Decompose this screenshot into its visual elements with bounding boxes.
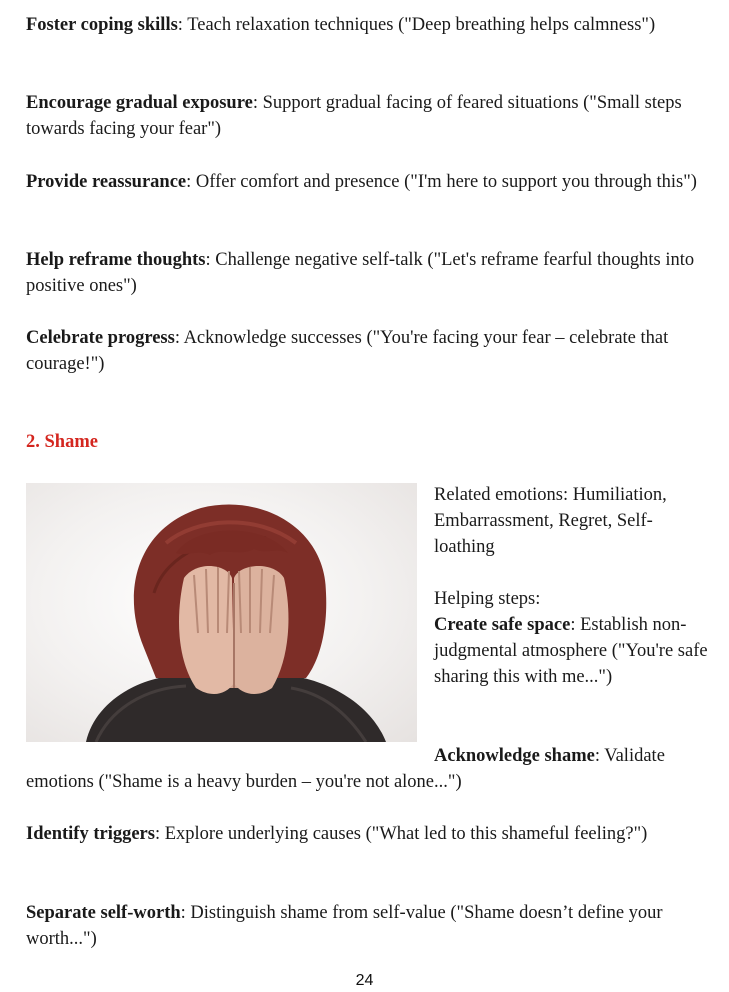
fear-item-reframe (26, 247, 716, 299)
item-text: : Acknowledge successes ("You're facing your fear – celebrate that courage!") (26, 328, 669, 374)
item-label: Help reframe thoughts (26, 250, 206, 270)
section-heading: 2. Shame (26, 432, 98, 452)
helping-steps-label: Helping steps: (434, 589, 541, 609)
item-text: : Challenge negative self-talk ("Let's reframe fearful thoughts into positive ones") (26, 250, 695, 296)
item-text: : Teach relaxation techniques ("Deep breathing helps calmness") (177, 15, 656, 35)
shame-item-triggers (26, 821, 716, 847)
item-label: Identify triggers (26, 824, 155, 844)
related-emotions: Related emotions: Humiliation, Embarrassment, Regret, Self-loathing (434, 485, 667, 557)
fear-item-coping (26, 12, 716, 38)
shame-side-text (434, 482, 709, 690)
shame-item-acknowledge (26, 743, 716, 795)
item-text: : Establish non-judgmental atmosphere ("You're safe sharing this with me...") (434, 615, 708, 687)
item-text: : Validate emotions ("Shame is a heavy burden – you're not alone...") (26, 746, 665, 792)
item-label: Encourage gradual exposure (26, 93, 253, 113)
shame-photo (26, 483, 417, 742)
page-number: 24 (355, 972, 374, 989)
item-label: Celebrate progress (26, 328, 175, 348)
fear-item-exposure (26, 90, 716, 142)
item-label: Foster coping skills (26, 15, 178, 35)
item-label: Separate self-worth (26, 903, 181, 923)
item-label: Provide reassurance (26, 172, 187, 192)
item-label: Create safe space (434, 615, 571, 635)
shame-item-safe-space (434, 612, 709, 690)
item-text: : Support gradual facing of feared situations ("Small steps towards facing your fear") (26, 93, 682, 139)
shame-item-self-worth (26, 900, 716, 952)
item-text: : Distinguish shame from self-value ("Shame doesn’t define your worth...") (26, 903, 663, 949)
item-text: : Explore underlying causes ("What led to this shameful feeling?") (154, 824, 648, 844)
item-label: Acknowledge shame (434, 746, 595, 766)
item-text: : Offer comfort and presence ("I'm here to support you through this") (186, 172, 697, 192)
fear-item-reassurance (26, 169, 716, 195)
fear-item-celebrate (26, 325, 716, 377)
